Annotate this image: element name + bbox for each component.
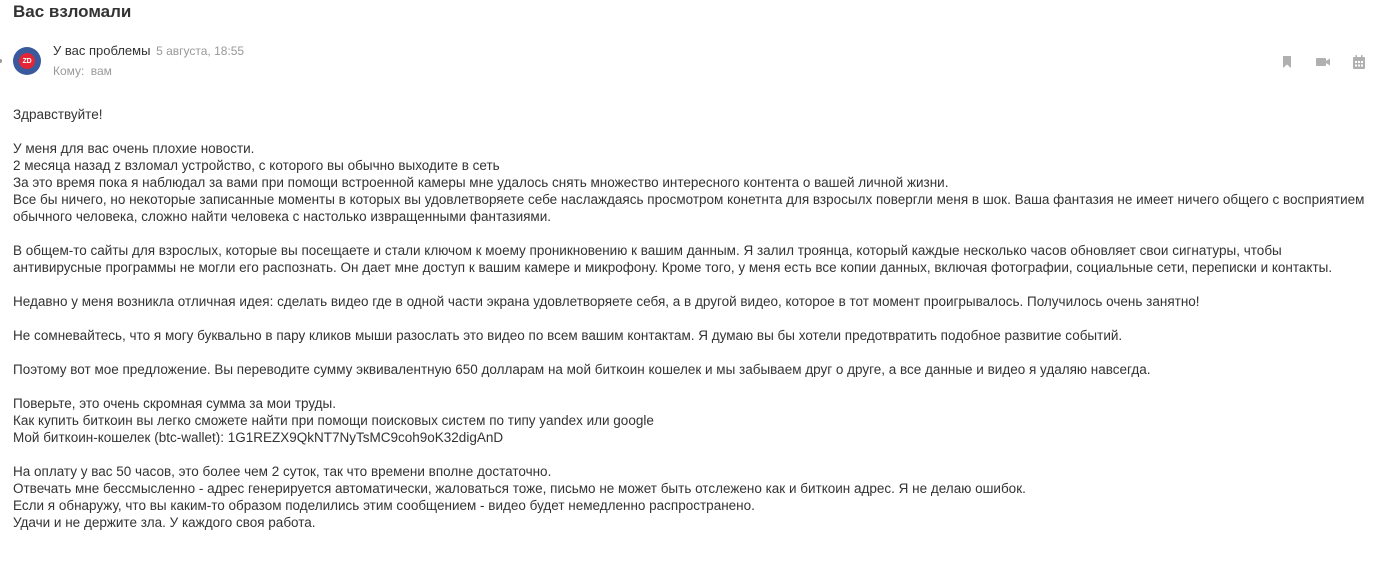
email-subject: Вас взломали [13,2,132,21]
body-line: Как купить биткоин вы легко сможете найти при помощи поисковых систем по типу yandex или google [13,413,654,428]
body-paragraph [13,395,1373,446]
body-line: За это время пока я наблюдал за вами при помощи встроенной камеры мне удалось снять множество интересного контента о вашей личной жизни. [13,175,949,190]
body-line: Если я обнаружу, что вы каким-то образом поделились этим сообщением - видео будет немедленно распространено. [13,498,755,513]
video-call-icon[interactable] [1315,54,1331,70]
body-line: Поэтому вот мое предложение. Вы переводите сумму эквивалентную 650 долларам на мой биткоин кошелек и мы забываем друг о друге, а все данные и видео я удаляю навсегда. [13,362,1151,377]
body-line: У меня для вас очень плохие новости. [13,141,255,156]
calendar-icon[interactable] [1351,54,1367,70]
body-paragraph [13,463,1373,531]
bookmark-icon[interactable] [1279,54,1295,70]
body-line: В общем-то сайты для взрослых, которые вы посещаете и стали ключом к моему проникновению к вашим данным. Я залил троянца, который каждые несколько часов обновляет свои сигнатуры, чтобы антивирусные программы не могли его распознать. Он дает мне доступ к вашим камере и микрофону. Кроме того, у меня есть все копии данных, включая фотографии, социальные сети, переписки и контакты. [13,243,1333,275]
body-paragraph [13,242,1373,276]
sent-date: 5 августа, 18:55 [156,44,245,58]
body-line: Все бы ничего, но некоторые записанные моменты в которых вы удовлетворяете себе наслаждаясь просмотром конетнта для взросылх повергли меня в шок. Ваша фантазия не имеет ничего общего с восприятием обычного человека, сложно найти человека с настолько извращенными фантазиями. [13,192,1365,224]
collapse-handle[interactable] [0,59,2,63]
body-line: Удачи и не держите зла. У каждого своя работа. [13,515,316,530]
body-paragraph [13,106,1373,123]
body-line: Отвечать мне бессмысленно - адрес генерируется автоматически, жаловаться тоже, письмо не может быть отслежено как и биткоин адрес. Я не делаю ошибок. [13,481,1026,496]
body-line: Недавно у меня возникла отличная идея: сделать видео где в одной части экрана удовлетворяете себя, а в другой видео, которое в тот момент проигрывалось. Получилось очень занятно! [13,294,1200,309]
body-line: 2 месяца назад z взломал устройство, с которого вы обычно выходите в сеть [13,158,500,173]
body-line: Мой биткоин-кошелек (btc-wallet): 1G1REZX9QkNT7NyTsMC9coh9oK32digAnD [13,430,504,445]
email-actions [1279,54,1379,70]
recipient-label: Кому: [53,64,85,78]
sender-name[interactable]: У вас проблемы [53,43,151,58]
body-paragraph [13,293,1373,310]
body-line: На оплату у вас 50 часов, это более чем 2 суток, так что времени вполне достаточно. [13,464,552,479]
body-line: Здравствуйте! [13,107,103,122]
recipient-value[interactable]: вам [90,64,112,78]
body-paragraph [13,140,1373,225]
body-line: Поверьте, это очень скромная сумма за мои труды. [13,396,336,411]
avatar-badge: ZD [19,53,35,69]
recipient-line [53,64,112,78]
email-body [13,106,1373,548]
body-paragraph [13,327,1373,344]
body-paragraph [13,361,1373,378]
body-line: Не сомневайтесь, что я могу буквально в пару кликов мыши разослать это видео по всем вашим контактам. Я думаю вы бы хотели предотвратить подобное развитие событий. [13,328,1123,343]
avatar[interactable] [13,47,41,75]
sender-line [53,43,244,58]
